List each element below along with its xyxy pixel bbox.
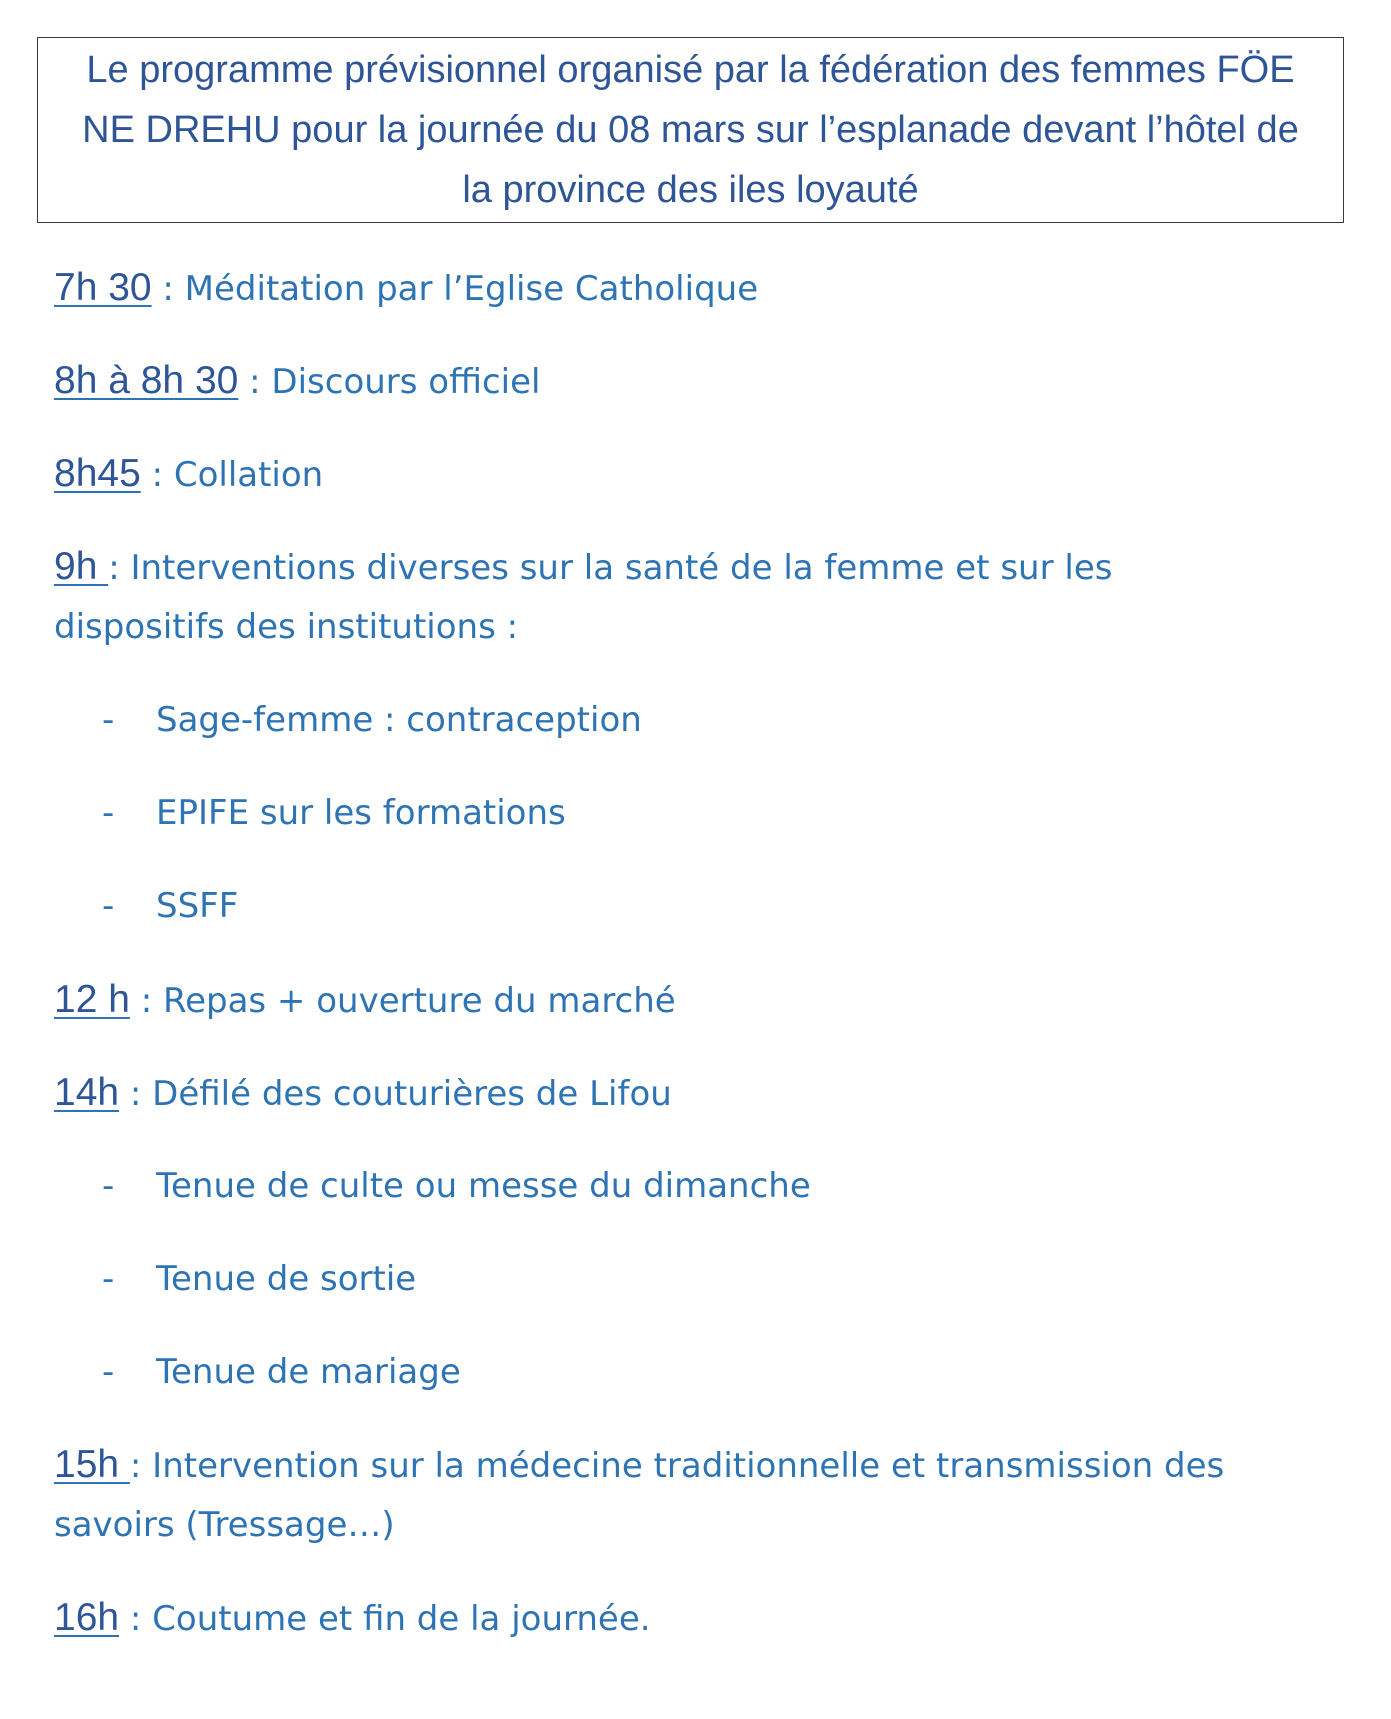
time-label: 8h45 [54,452,141,495]
dash-bullet: - [102,700,115,740]
dash-bullet: - [102,793,115,833]
title-line-1: Le programme prévisionnel organisé par la fédération des femmes FÖE [86,49,1295,91]
entry-description: : Collation [140,455,324,495]
schedule-entry-0900 [54,537,1112,598]
time-label: 15h [54,1443,130,1486]
dash-bullet: - [102,1352,115,1392]
list-item-text: Tenue de mariage [156,1352,461,1392]
list-item [102,1249,416,1309]
entry-description: : Coutume et fin de la journée. [119,1599,651,1639]
title-line-3: la province des iles loyauté [462,169,919,211]
schedule-entry-1200 [54,970,676,1031]
list-item [102,1342,461,1402]
time-label: 9h [54,545,109,588]
schedule-entry-0800 [54,351,540,412]
schedule-entry-0730 [54,258,758,319]
entry-description: : Interventions diverses sur la santé de la femme et sur les [108,548,1113,588]
list-item [102,1156,811,1216]
time-label: 14h [54,1071,120,1114]
entry-description-continued: dispositifs des institutions : [54,607,519,647]
entry-description: : Intervention sur la médecine traditionnelle et transmission des [129,1446,1225,1486]
time-label: 8h à 8h 30 [54,359,239,402]
schedule-entry-1500-continued [54,1495,395,1555]
entry-description: : Repas + ouverture du marché [129,981,676,1021]
list-item [102,876,238,936]
schedule-entry-1400 [54,1063,672,1124]
entry-description-continued: savoirs (Tressage…) [54,1505,395,1545]
list-item-text: SSFF [156,886,239,926]
dash-bullet: - [102,1259,115,1299]
list-item-text: Sage-femme : contraception [156,700,642,740]
list-item [102,783,566,843]
list-item [102,690,642,750]
schedule-entry-0900-continued [54,597,518,657]
schedule-entry-0845 [54,444,323,505]
title-box [37,37,1344,223]
time-label: 12 h [54,978,130,1021]
schedule-entry-1600 [54,1588,651,1649]
time-label: 16h [54,1596,120,1639]
schedule-entry-1500 [54,1435,1224,1496]
entry-description: : Défilé des couturières de Lifou [119,1074,672,1114]
entry-description: : Méditation par l’Eglise Catholique [151,269,759,309]
time-label: 7h 30 [54,266,152,309]
dash-bullet: - [102,886,115,926]
list-item-text: Tenue de culte ou messe du dimanche [156,1166,811,1206]
dash-bullet: - [102,1166,115,1206]
entry-description: : Discours officiel [238,362,541,402]
title-line-2: NE DREHU pour la journée du 08 mars sur l’esplanade devant l’hôtel de [82,109,1299,151]
list-item-text: EPIFE sur les formations [156,793,566,833]
list-item-text: Tenue de sortie [156,1259,417,1299]
